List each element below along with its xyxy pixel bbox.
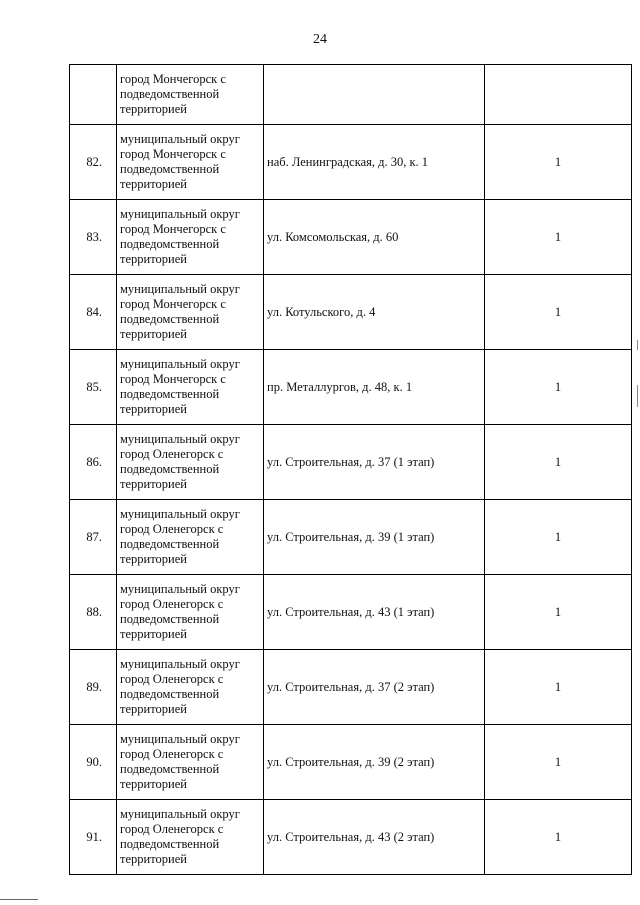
row-number-cell: 91.	[70, 800, 117, 875]
municipality-line: город Мончегорск с	[120, 147, 226, 161]
municipality-line: муниципальный округ	[120, 132, 240, 146]
municipality-line: муниципальный округ	[120, 582, 240, 596]
municipality-line: город Оленегорск с	[120, 522, 224, 536]
municipality-cell	[117, 725, 264, 800]
address-cell: ул. Строительная, д. 37 (2 этап)	[264, 650, 485, 725]
row-number-cell: 88.	[70, 575, 117, 650]
municipality-line: город Оленегорск с	[120, 747, 224, 761]
quantity-cell: 1	[485, 575, 632, 650]
municipality-line: территорией	[120, 852, 187, 866]
table-row	[70, 575, 632, 650]
quantity-cell: 1	[485, 500, 632, 575]
quantity-cell	[485, 65, 632, 125]
municipality-line: подведомственной	[120, 237, 220, 251]
row-number-cell: 85.	[70, 350, 117, 425]
address-cell: ул. Строительная, д. 43 (1 этап)	[264, 575, 485, 650]
municipality-line: территорией	[120, 627, 187, 641]
municipality-line: территорией	[120, 777, 187, 791]
row-number-cell: 82.	[70, 125, 117, 200]
table-row	[70, 200, 632, 275]
municipality-cell	[117, 275, 264, 350]
municipality-cell	[117, 65, 264, 125]
table-row	[70, 800, 632, 875]
municipality-line: территорией	[120, 402, 187, 416]
municipality-line: подведомственной	[120, 162, 220, 176]
municipality-cell	[117, 350, 264, 425]
municipality-cell	[117, 125, 264, 200]
table-row	[70, 725, 632, 800]
table-body	[70, 65, 632, 875]
quantity-cell: 1	[485, 125, 632, 200]
municipality-cell	[117, 800, 264, 875]
municipality-line: территорией	[120, 702, 187, 716]
table-row	[70, 425, 632, 500]
municipality-line: город Оленегорск с	[120, 822, 224, 836]
municipality-line: муниципальный округ	[120, 357, 240, 371]
municipality-line: муниципальный округ	[120, 207, 240, 221]
municipality-line: территорией	[120, 552, 187, 566]
municipality-line: город Мончегорск с	[120, 372, 226, 386]
address-cell: пр. Металлургов, д. 48, к. 1	[264, 350, 485, 425]
quantity-cell: 1	[485, 425, 632, 500]
municipality-cell	[117, 425, 264, 500]
municipality-line: муниципальный округ	[120, 282, 240, 296]
registry-table	[69, 64, 632, 875]
municipality-line: подведомственной	[120, 387, 220, 401]
address-cell: ул. Строительная, д. 39 (2 этап)	[264, 725, 485, 800]
address-cell: ул. Строительная, д. 39 (1 этап)	[264, 500, 485, 575]
scan-edge-mark	[637, 385, 638, 407]
row-number-cell: 89.	[70, 650, 117, 725]
municipality-cell	[117, 650, 264, 725]
table-row-continued	[70, 65, 632, 125]
municipality-cell	[117, 575, 264, 650]
municipality-line: территорией	[120, 477, 187, 491]
address-cell: ул. Строительная, д. 43 (2 этап)	[264, 800, 485, 875]
municipality-line: город Оленегорск с	[120, 447, 224, 461]
row-number-cell: 84.	[70, 275, 117, 350]
municipality-line: подведомственной	[120, 837, 220, 851]
table-row	[70, 125, 632, 200]
municipality-line: подведомственной	[120, 762, 220, 776]
municipality-line: территорией	[120, 327, 187, 341]
municipality-line: муниципальный округ	[120, 657, 240, 671]
municipality-line: подведомственной	[120, 537, 220, 551]
footer-rule	[0, 899, 38, 900]
row-number-cell: 86.	[70, 425, 117, 500]
municipality-line: подведомственной	[120, 87, 220, 101]
municipality-cell	[117, 500, 264, 575]
municipality-line: город Оленегорск с	[120, 597, 224, 611]
municipality-line: город Мончегорск с	[120, 297, 226, 311]
municipality-line: подведомственной	[120, 462, 220, 476]
municipality-line: территорией	[120, 102, 187, 116]
address-cell: ул. Строительная, д. 37 (1 этап)	[264, 425, 485, 500]
municipality-line: город Мончегорск с	[120, 222, 226, 236]
municipality-line: муниципальный округ	[120, 807, 240, 821]
address-cell: наб. Ленинградская, д. 30, к. 1	[264, 125, 485, 200]
table-row	[70, 650, 632, 725]
quantity-cell: 1	[485, 800, 632, 875]
quantity-cell: 1	[485, 350, 632, 425]
municipality-line: муниципальный округ	[120, 507, 240, 521]
address-cell: ул. Комсомольская, д. 60	[264, 200, 485, 275]
municipality-line: территорией	[120, 252, 187, 266]
quantity-cell: 1	[485, 200, 632, 275]
table-row	[70, 275, 632, 350]
quantity-cell: 1	[485, 650, 632, 725]
municipality-line: город Мончегорск с	[120, 72, 226, 86]
municipality-line: подведомственной	[120, 612, 220, 626]
address-cell: ул. Котульского, д. 4	[264, 275, 485, 350]
table-row	[70, 500, 632, 575]
municipality-line: территорией	[120, 177, 187, 191]
municipality-cell	[117, 200, 264, 275]
municipality-line: подведомственной	[120, 687, 220, 701]
scan-edge-mark	[637, 340, 638, 350]
page-number: 24	[313, 32, 327, 47]
row-number-cell: 87.	[70, 500, 117, 575]
address-cell	[264, 65, 485, 125]
municipality-line: город Оленегорск с	[120, 672, 224, 686]
table-row	[70, 350, 632, 425]
row-number-cell: 90.	[70, 725, 117, 800]
row-number-cell: 83.	[70, 200, 117, 275]
municipality-line: подведомственной	[120, 312, 220, 326]
quantity-cell: 1	[485, 725, 632, 800]
row-number-cell	[70, 65, 117, 125]
quantity-cell: 1	[485, 275, 632, 350]
municipality-line: муниципальный округ	[120, 732, 240, 746]
municipality-line: муниципальный округ	[120, 432, 240, 446]
